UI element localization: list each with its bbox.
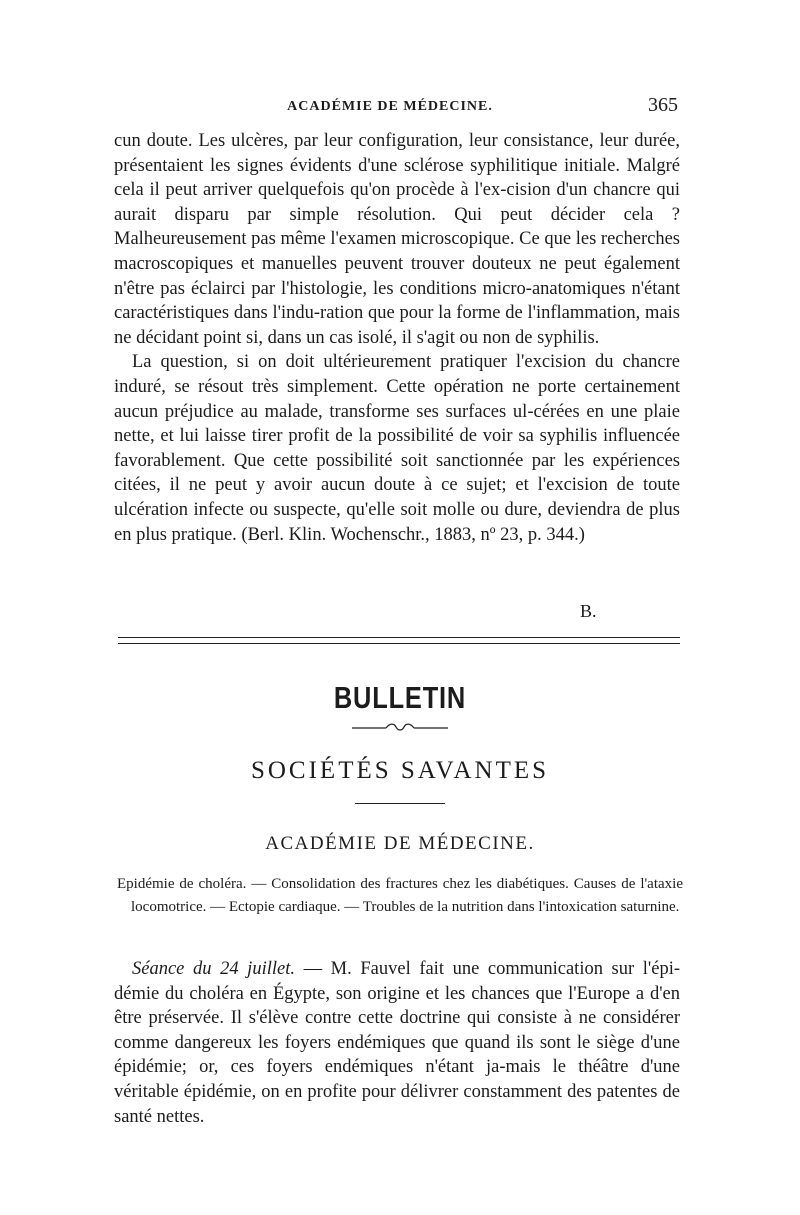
seance-date: Séance du 24 juillet.: [132, 959, 295, 979]
summary-text: Epidémie de choléra. — Consolidation des fractures chez les diabétiques. Causes de l'ataxie locomotrice. — Ectopie cardiaque. — Troubles de la nutrition dans l'intoxication saturnine.: [117, 876, 683, 915]
article-paragraph-2: La question, si on doit ultérieurement pratiquer l'excision du chancre induré, se résout très simplement. Cette opération ne porte certainement aucun préjudice au malade, transforme ses surfaces ul-cérées en une plaie nette, et lui laisse tirer profit de la possibilité de voir sa syphilis influencée favorablement. Que cette possibilité soit sanctionnée par les expériences citées, il ne peut y avoir aucun doute à ce sujet; et l'excision de toute ulcération infecte ou suspecte, qu'elle soit molle ou dure, deviendra de plus en plus pratique. (Berl. Klin. Wochenschr., 1883, nº 23, p. 344.): [114, 352, 680, 545]
page-number: 365: [648, 94, 678, 116]
short-rule: [355, 803, 445, 804]
bulletin-heading: BULLETIN: [333, 680, 467, 715]
ornament-flourish: [350, 721, 450, 733]
seance-report: [114, 957, 680, 1129]
running-header: ACADÉMIE DE MÉDECINE.: [287, 99, 493, 114]
article-signature: B.: [580, 601, 597, 621]
section-subheading: SOCIÉTÉS SAVANTES: [250, 757, 550, 784]
society-heading: ACADÉMIE DE MÉDECINE.: [265, 833, 535, 854]
section-divider: [118, 637, 680, 644]
seance-text: — M. Fauvel fait une communication sur l'épi-démie du choléra en Égypte, son origine et les chances que l'Europe a d'en être préservée. Il s'élève contre cette doctrine qui consiste à ne considérer comme dangereux les foyers endémiques que quand ils sont le siège d'une épidémie; or, ces foyers endémiques n'étant ja-mais le théâtre d'une véritable épidémie, on en profite pour délivrer constamment des patentes de santé nettes.: [114, 959, 681, 1127]
article-paragraph-1: cun doute. Les ulcères, par leur configuration, leur consistance, leur durée, présentaient les signes évidents d'une sclérose syphilitique initiale. Malgré cela il peut arriver quelquefois qu'on procède à l'ex-cision d'un chancre qui aurait disparu par simple résolution. Qui peut décider cela ? Malheureusement pas même l'examen microscopique. Ce que les recherches macroscopiques et manuelles peuvent trouver douteux ne peut également n'être pas éclairci par l'histologie, les conditions micro-anatomiques n'étant caractéristiques dans l'indu-ration que pour la forme de l'inflammation, mais ne décidant point si, dans un cas isolé, il s'agit ou non de syphilis.: [114, 131, 680, 348]
session-summary: [117, 873, 683, 918]
article-body: [114, 129, 680, 547]
